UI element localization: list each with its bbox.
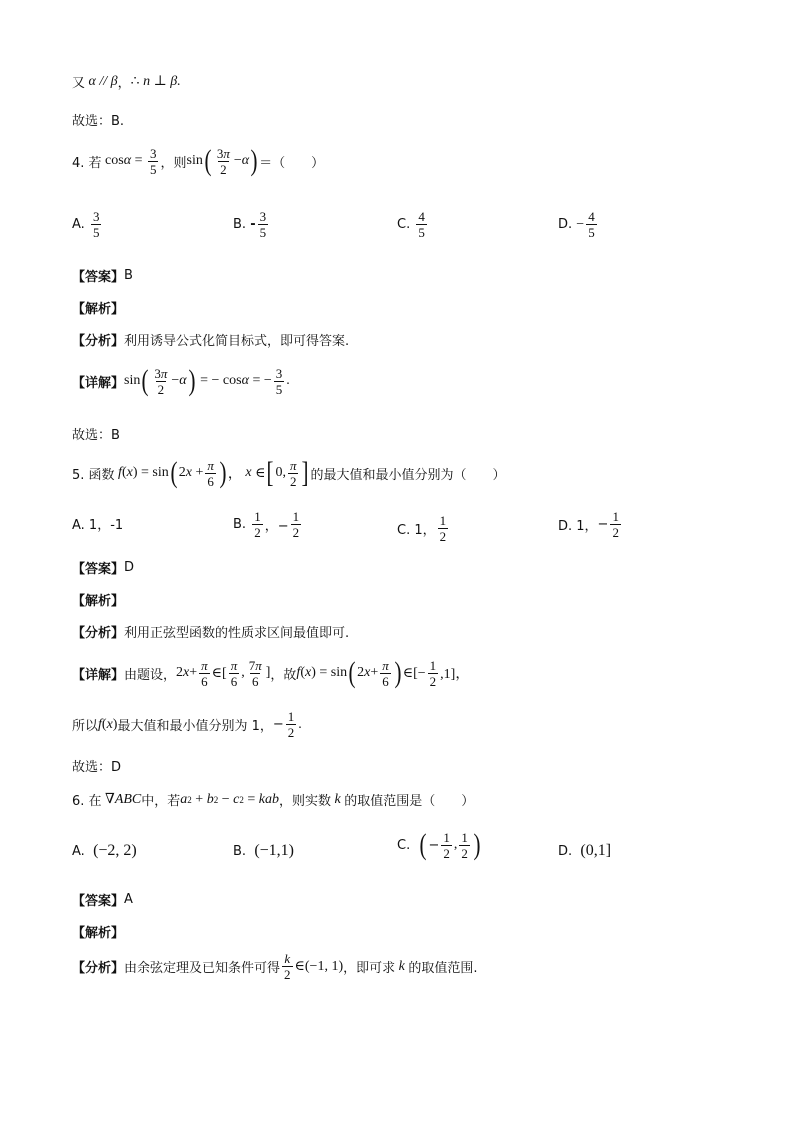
option-c[interactable]: C. ( − $\frac{1}{2}$ , $\frac{1}{2}$ ) — [397, 828, 481, 861]
analysis-6: 【分析】 由余弦定理及已知条件可得 $\frac{k}{2}$ ∈(−1, 1) ，即可求 k 的取值范围. — [72, 951, 478, 982]
therefore-symbol: ∴ — [130, 74, 140, 89]
fraction: $\frac{3}{5}$ — [149, 145, 157, 177]
math-n-perp-beta: n ⊥ β. — [139, 74, 181, 89]
answer-5: 【答案】 D — [72, 560, 135, 577]
option-a[interactable]: A. $\frac{3}{5}$ — [72, 209, 100, 240]
conclusion-5: 所以 f ( x ) 最大值和最小值分别为 1， − $\frac{1}{2}$ . — [72, 709, 302, 740]
option-b[interactable]: B. (−1,1) — [233, 842, 295, 859]
line-choose: 故选：B. — [72, 114, 125, 129]
question-4: 4. 若 cos α = $\frac{3}{5}$ ，则 sin ( $\frac{3\pi}{2}$ − α ) ＝（ ） — [72, 144, 325, 177]
detail-5: 【详解】 由题设， 2 x + $\frac{\pi}{6}$ ∈[ $\frac{\pi}{6}$ , $\frac{7\pi}{6}$ ] ，故 f ( x ) = sin ( 2 x + $\frac{\pi}{6}$ ) ∈[− $\frac{1}{2}$ ,1]， — [72, 656, 470, 689]
answer-6: 【答案】 A — [72, 892, 133, 909]
choose-4: 故选：B — [72, 428, 120, 443]
option-d[interactable]: D. 1， − $\frac{1}{2}$ — [558, 509, 619, 540]
option-c[interactable]: C. 1， $\frac{1}{2}$ — [397, 513, 447, 544]
math-alpha-parallel-beta: α // β — [85, 73, 118, 89]
text: 又 — [72, 76, 86, 91]
option-d[interactable]: D. (0,1] — [558, 842, 612, 859]
analysis-heading-4: 【解析】 — [72, 302, 125, 317]
question-number: 4. 若 — [72, 155, 102, 171]
question-5: 5. 函数 f ( x ) = sin ( 2 x + $\frac{\pi}{6}$ ) ， x ∈ [ 0, $\frac{\pi}{2}$ ] 的最大值和最小值分别为（ ） — [72, 456, 506, 489]
option-a[interactable]: A. 1，-1 — [72, 518, 124, 533]
option-a[interactable]: A. (−2, 2) — [72, 842, 137, 859]
detail-4: 【详解】 sin ( $\frac{3\pi}{2}$ − α ) = − cos α = − $\frac{3}{5}$ . — [72, 364, 290, 397]
answer-4: 【答案】 B — [72, 268, 133, 285]
option-b[interactable]: B. $\frac{1}{2}$ ，− $\frac{1}{2}$ — [233, 509, 300, 540]
analysis-5: 【分析】 利用正弦型函数的性质求区间最值即可. — [72, 626, 350, 641]
text: ， — [117, 76, 131, 91]
analysis-4: 【分析】 利用诱导公式化简目标式，即可得答案. — [72, 334, 350, 349]
choose-5: 故选：D — [72, 760, 122, 775]
analysis-heading-5: 【解析】 — [72, 594, 125, 609]
option-c[interactable]: C. $\frac{4}{5}$ — [397, 209, 425, 240]
analysis-heading-6: 【解析】 — [72, 926, 125, 941]
line-conclusion — [72, 72, 181, 91]
question-6: 6. 在 ∇ ABC 中，若 a 2 + b 2 − c 2 = kab ，则实数 k 的取值范围是（ ） — [72, 791, 475, 809]
option-b[interactable]: B. - $\frac{3}{5}$ — [233, 209, 267, 240]
option-d[interactable]: D. − $\frac{4}{5}$ — [558, 209, 595, 240]
